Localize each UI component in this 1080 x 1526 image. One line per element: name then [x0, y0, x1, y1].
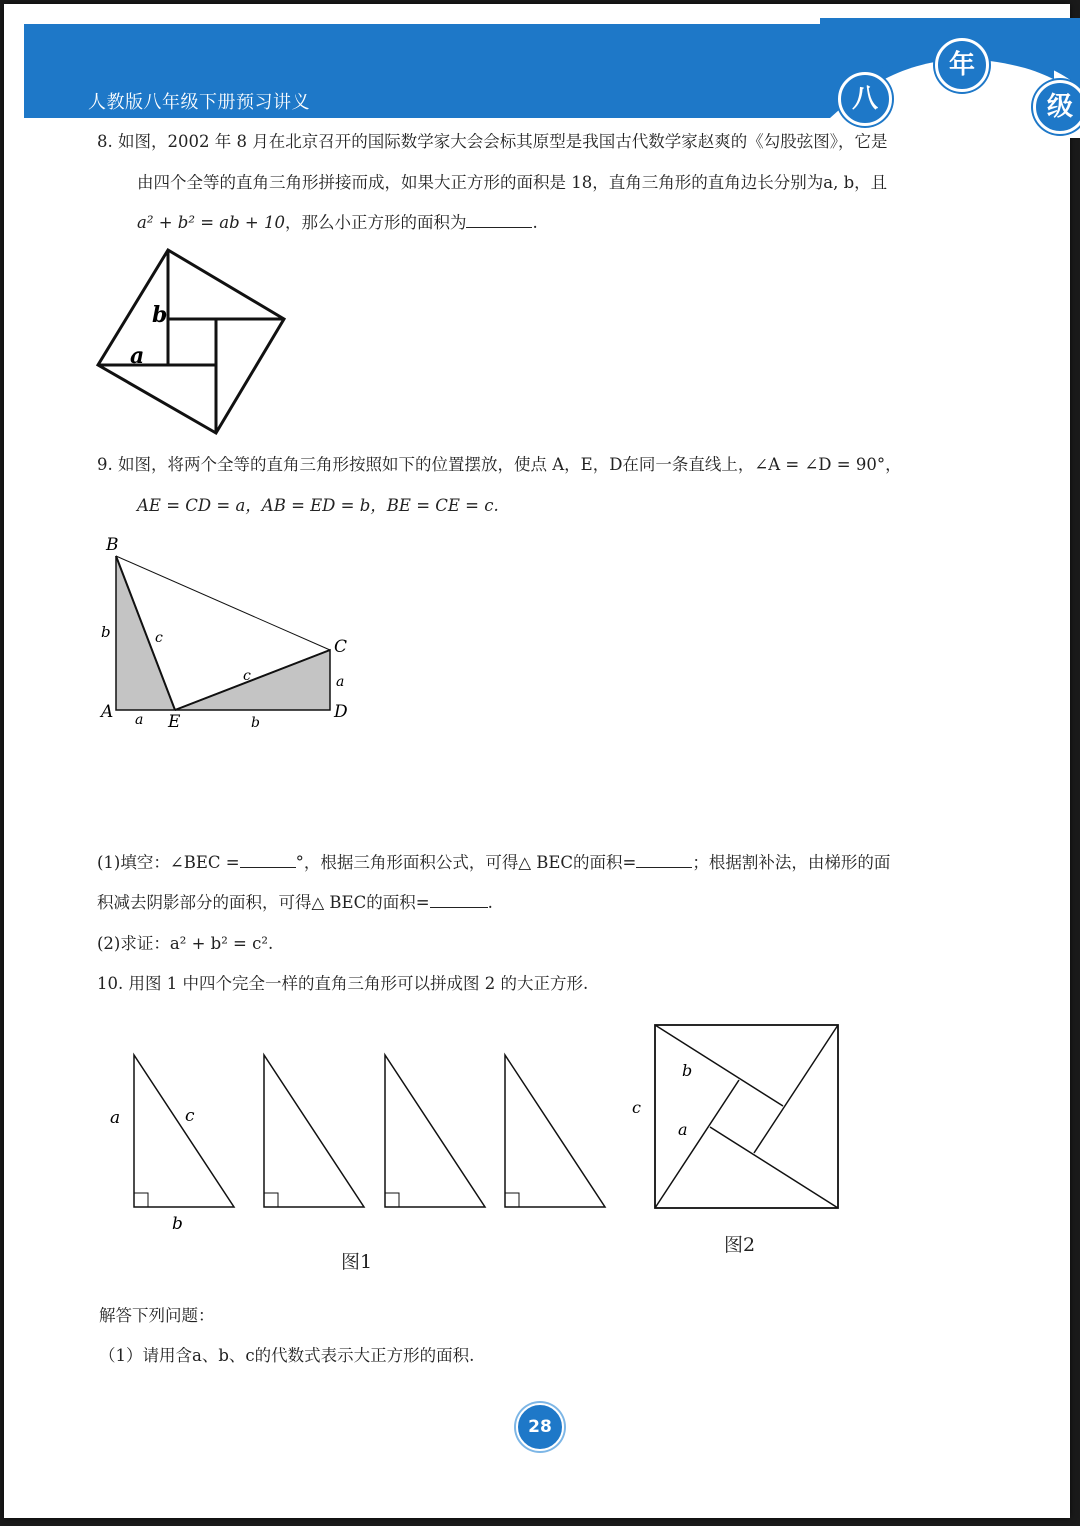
q10-figure-1-triangles	[100, 1045, 620, 1235]
q8-line2: 由四个全等的直角三角形拼接而成，如果大正方形的面积是 18，直角三角形的直角边长分别为a, b，且	[137, 173, 888, 192]
badge-nian: 年	[935, 38, 989, 92]
q9-label-B: B	[106, 535, 119, 555]
q8-label-b: b	[152, 302, 168, 328]
q9-label-D: D	[334, 702, 348, 722]
q9-label-E: E	[168, 712, 181, 730]
q10-fig1-label-b: b	[172, 1214, 183, 1234]
q10-fig1-label-a: a	[110, 1108, 121, 1128]
q10-triangle-3	[385, 1055, 485, 1207]
page-number: 28	[516, 1403, 564, 1451]
q8-line1: 8. 如图，2002 年 8 月在北京召开的国际数学家大会会标其原型是我国古代数学家赵爽的《勾股弦图》，它是	[97, 132, 888, 151]
header-title: 人教版八年级下册预习讲义	[88, 92, 310, 113]
q9-area-formula-blank[interactable]	[636, 851, 692, 868]
q8-equation: a² + b² = ab + 10	[137, 213, 285, 232]
q10-line1: 10. 用图 1 中四个完全一样的直角三角形可以拼成图 2 的大正方形.	[97, 974, 589, 993]
q9-label-A: A	[101, 702, 114, 722]
q10-fig2-label-c: c	[632, 1098, 641, 1117]
q10-fig1-caption: 图1	[341, 1251, 373, 1273]
q9-part1-line2: 积减去阴影部分的面积，可得△ BEC的面积= .	[97, 893, 493, 912]
q8-label-a: a	[130, 343, 145, 369]
q9-line2: AE = CD = a，AB = ED = b，BE = CE = c.	[137, 496, 499, 515]
q9-area-cut-blank[interactable]	[430, 891, 488, 908]
q8-answer-blank[interactable]	[466, 211, 532, 228]
q9-label-a-bottom: a	[135, 712, 144, 728]
badge-ji: 级	[1033, 80, 1080, 134]
q9-label-a-right: a	[336, 674, 345, 690]
q10-fig2-big-square	[655, 1025, 838, 1208]
q8-zhao-shuang-figure	[90, 242, 296, 442]
q9-angle-blank[interactable]	[240, 851, 296, 868]
q10-fig2-label-a: a	[678, 1120, 688, 1139]
q9-line1: 9. 如图，将两个全等的直角三角形按照如下的位置摆放，使点 A，E，D在同一条直线上，∠A = ∠D = 90°，	[97, 455, 902, 474]
q8-line3-text: ，那么小正方形的面积为	[284, 213, 467, 232]
q8-line3: a² + b² = ab + 10，那么小正方形的面积为 .	[137, 213, 538, 232]
q8-big-square	[98, 250, 284, 433]
q10-answer-intro: 解答下列问题：	[99, 1306, 215, 1325]
q9-label-b-left: b	[101, 623, 111, 641]
q10-triangle-2	[264, 1055, 364, 1207]
q10-figure-2-square	[628, 1020, 848, 1215]
badge-ba: 八	[838, 72, 892, 126]
q9-label-c-ce: c	[243, 668, 251, 684]
q9-trapezoid-figure	[98, 530, 358, 730]
q10-fig1-label-c: c	[185, 1106, 195, 1126]
q10-triangle-1	[134, 1055, 234, 1207]
q9-label-c-be: c	[155, 630, 163, 646]
q9-part2: (2)求证：a² + b² = c².	[97, 934, 274, 953]
q10-fig2-label-b: b	[682, 1061, 693, 1080]
q9-label-b-bottom: b	[251, 715, 260, 730]
q9-label-C: C	[334, 637, 348, 657]
q9-segment-bc	[116, 556, 330, 650]
q10-fig2-caption: 图2	[724, 1234, 756, 1256]
q9-part1-line1: (1)填空：∠BEC = °，根据三角形面积公式，可得△ BEC的面积= ；根据割补法，由梯形的面	[97, 853, 891, 872]
q10-sub1: （1）请用含a、b、c的代数式表示大正方形的面积.	[99, 1346, 475, 1365]
q10-triangle-4	[505, 1055, 605, 1207]
